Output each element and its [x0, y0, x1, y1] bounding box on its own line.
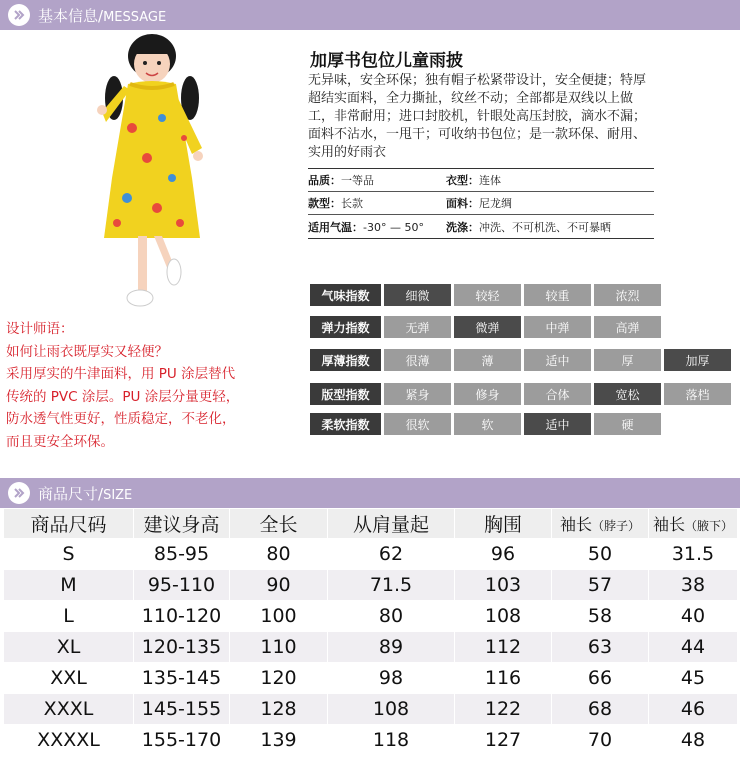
scale-option: 紧身: [384, 383, 451, 405]
table-cell: 66: [552, 663, 649, 694]
table-cell: 96: [455, 539, 552, 570]
table-cell: 46: [649, 694, 738, 725]
section-header-info: [0, 0, 740, 30]
scale-option: 薄: [454, 349, 521, 371]
table-cell: 62: [328, 539, 455, 570]
scale-option: 很软: [384, 413, 451, 435]
table-cell: XL: [4, 632, 134, 663]
table-cell: 128: [230, 694, 328, 725]
spec-table: [308, 168, 654, 239]
scale-option: 很薄: [384, 349, 451, 371]
table-cell: 122: [455, 694, 552, 725]
scale-option: 微弹: [454, 316, 521, 338]
table-cell: 100: [230, 601, 328, 632]
designer-line: 而且更安全环保。: [6, 433, 114, 450]
column-header: 全长: [230, 509, 328, 539]
table-cell: 95-110: [134, 570, 230, 601]
spec-row: 款型：长款 面料：尼龙绸: [308, 192, 654, 215]
scale-option: 浓烈: [594, 284, 661, 306]
scale-thickness: [310, 349, 731, 371]
column-header: 袖长（腋下）: [649, 509, 738, 539]
table-cell: 110: [230, 632, 328, 663]
scale-option: 加厚: [664, 349, 731, 371]
table-cell: 80: [230, 539, 328, 570]
scale-elasticity: [310, 316, 661, 338]
scale-softness: [310, 413, 661, 435]
table-cell: 40: [649, 601, 738, 632]
column-header: 胸围: [455, 509, 552, 539]
scale-name: 厚薄指数: [310, 349, 381, 371]
table-cell: 38: [649, 570, 738, 601]
section-header-size: [0, 478, 740, 508]
table-cell: XXXL: [4, 694, 134, 725]
designer-notes: [6, 318, 276, 453]
table-row: [4, 539, 738, 570]
column-header: 袖长（脖子）: [552, 509, 649, 539]
table-cell: M: [4, 570, 134, 601]
column-header: 商品尺码: [4, 509, 134, 539]
table-cell: 116: [455, 663, 552, 694]
table-cell: 110-120: [134, 601, 230, 632]
scale-option: 修身: [454, 383, 521, 405]
table-cell: 108: [455, 601, 552, 632]
scale-fit: [310, 383, 731, 405]
table-cell: 31.5: [649, 539, 738, 570]
chevron-right-icon: [8, 4, 30, 26]
table-cell: 112: [455, 632, 552, 663]
table-cell: 63: [552, 632, 649, 663]
scale-option: 适中: [524, 413, 591, 435]
scale-option: 软: [454, 413, 521, 435]
table-cell: 44: [649, 632, 738, 663]
table-cell: 120: [230, 663, 328, 694]
table-cell: 90: [230, 570, 328, 601]
table-cell: 108: [328, 694, 455, 725]
table-cell: 68: [552, 694, 649, 725]
table-row: [4, 663, 738, 694]
table-cell: 139: [230, 725, 328, 756]
table-cell: 50: [552, 539, 649, 570]
column-header: 建议身高: [134, 509, 230, 539]
scale-option: 合体: [524, 383, 591, 405]
scale-option: 硬: [594, 413, 661, 435]
designer-heading: 设计师语：: [6, 321, 74, 337]
table-cell: 57: [552, 570, 649, 601]
table-cell: 45: [649, 663, 738, 694]
size-table: [3, 508, 738, 756]
table-row: [4, 601, 738, 632]
scale-option: 宽松: [594, 383, 661, 405]
table-cell: 155-170: [134, 725, 230, 756]
table-cell: 120-135: [134, 632, 230, 663]
table-cell: 127: [455, 725, 552, 756]
scale-option: 较轻: [454, 284, 521, 306]
scale-option: 无弹: [384, 316, 451, 338]
scale-option: 厚: [594, 349, 661, 371]
designer-line: 如何让雨衣既厚实又轻便？: [6, 343, 168, 360]
table-row: [4, 632, 738, 663]
product-description: 无异味，安全环保；独有帽子松紧带设计，安全便捷；特厚超结实面料，全力撕扯，纹丝不动；全部都是双线以上做工，非常耐用；进口封胶机，针眼处高压封胶，滴水不漏；面料不沾水，一甩干；可收纳书包位；是一款环保、耐用、实用的好雨衣: [308, 73, 647, 160]
section-title: 基本信息/MESSAGE: [38, 6, 167, 25]
spec-row: 品质：一等品 衣型：连体: [308, 169, 654, 192]
designer-line: 采用厚实的牛津面料，用 PU 涂层替代: [6, 366, 236, 382]
table-cell: S: [4, 539, 134, 570]
scale-option: 落档: [664, 383, 731, 405]
column-header: 从肩量起: [328, 509, 455, 539]
scale-option: 适中: [524, 349, 591, 371]
table-cell: 135-145: [134, 663, 230, 694]
table-header-row: [4, 509, 738, 539]
scale-name: 柔软指数: [310, 413, 381, 435]
table-cell: 145-155: [134, 694, 230, 725]
table-cell: 85-95: [134, 539, 230, 570]
table-cell: 71.5: [328, 570, 455, 601]
table-row: [4, 694, 738, 725]
table-cell: 80: [328, 601, 455, 632]
scale-odor: [310, 284, 661, 306]
product-title: 加厚书包位儿童雨披: [310, 51, 463, 71]
spec-row: 适用气温：-30° — 50° 洗涤：冲洗、不可机洗、不可暴晒: [308, 220, 611, 234]
table-cell: XXL: [4, 663, 134, 694]
designer-line: 防水透气性更好，性质稳定，不老化，: [6, 411, 236, 427]
scale-option: 细微: [384, 284, 451, 306]
table-cell: 103: [455, 570, 552, 601]
scale-option: 较重: [524, 284, 591, 306]
table-row: [4, 725, 738, 756]
table-cell: L: [4, 601, 134, 632]
scale-name: 弹力指数: [310, 316, 381, 338]
section-title: 商品尺寸/SIZE: [38, 484, 133, 503]
table-cell: 98: [328, 663, 455, 694]
table-cell: 89: [328, 632, 455, 663]
table-cell: 58: [552, 601, 649, 632]
table-cell: 118: [328, 725, 455, 756]
table-row: [4, 570, 738, 601]
table-cell: XXXXL: [4, 725, 134, 756]
product-photo: [92, 28, 212, 316]
scale-name: 气味指数: [310, 284, 381, 306]
chevron-right-icon: [8, 482, 30, 504]
table-cell: 48: [649, 725, 738, 756]
scale-name: 版型指数: [310, 383, 381, 405]
scale-option: 高弹: [594, 316, 661, 338]
table-cell: 70: [552, 725, 649, 756]
designer-line: 传统的 PVC 涂层。PU 涂层分量更轻，: [6, 388, 240, 405]
scale-option: 中弹: [524, 316, 591, 338]
